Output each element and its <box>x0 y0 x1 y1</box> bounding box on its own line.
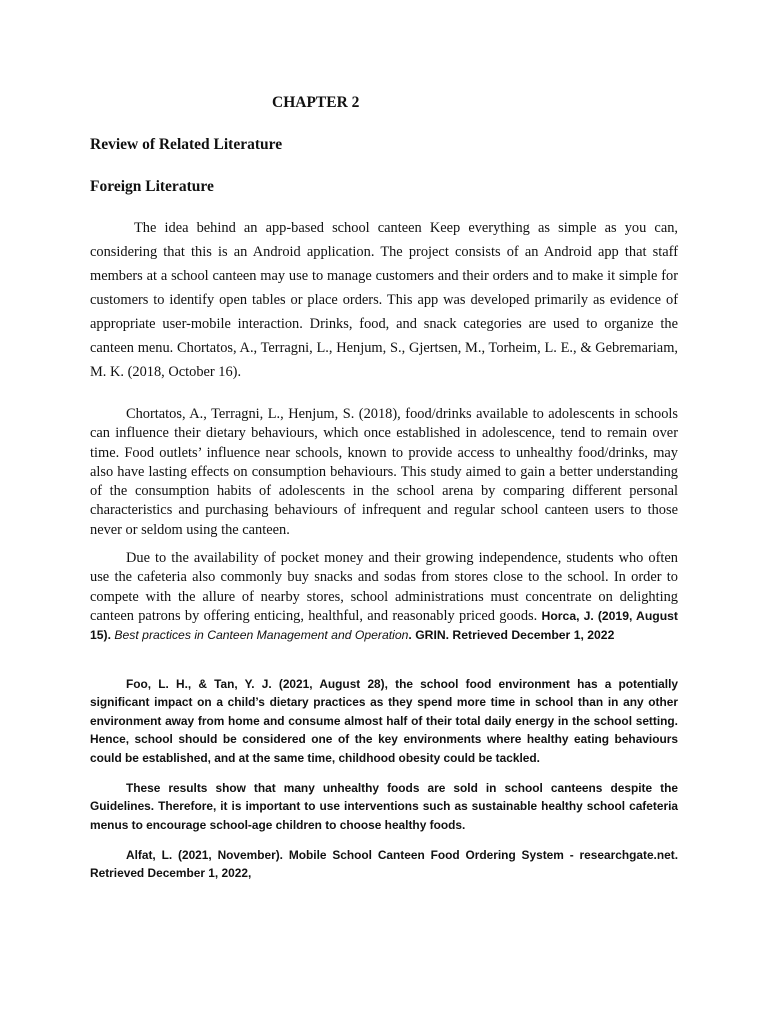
paragraph-app-based-canteen: The idea behind an app-based school canteen Keep everything as simple as you can, considering that this is an Android application. The project consists of an Android app that staff members at a school canteen may use to manage customers and their orders and to make it simple for customers to identify open tables or place orders. This app was developed primarily as evidence of appropriate user-mobile interaction. Drinks, food, and snack categories are used to organize the canteen menu. Chortatos, A., Terragni, L., Henjum, S., Gjertsen, M., Torheim, L. E., & Gebremariam, M. K. (2018, October 16). <box>90 220 678 380</box>
paragraph-text: Due to the availability of pocket money and their growing independence, students who often use the cafeteria also commonly buy snacks and sodas from stores close to the school. In order to compete with the allure of nearby stores, school administrations must concentrate on delighting canteen patrons by offering enticing, healthful, and reasonably priced goods. <box>90 550 678 624</box>
paragraph-foo-tan: Foo, L. H., & Tan, Y. J. (2021, August 28), the school food environment has a potentially significant impact on a child’s dietary practices as they spend more time in school than in any other environment away from home and consume almost half of their total daily energy in the school setting. Hence, school should be considered one of the key environments where healthy eating behaviours could be established, and at the same time, childhood obesity could be tackled. <box>90 677 678 765</box>
paragraph-alfat-citation: Alfat, L. (2021, November). Mobile School Canteen Food Ordering System - researchgate.net. Retrieved December 1, 2022, <box>90 848 678 881</box>
section-title: Review of Related Literature <box>90 136 283 153</box>
chapter-heading: CHAPTER 2 <box>272 94 360 111</box>
paragraph-pocket-money <box>90 549 678 645</box>
citation-tail: . GRIN. Retrieved December 1, 2022 <box>408 628 615 643</box>
citation-title: Best practices in Canteen Management and Operation <box>114 628 409 643</box>
citation-author: Horca, J. (2019, August 15). <box>90 608 678 643</box>
paragraph-unhealthy-foods: These results show that many unhealthy foods are sold in school canteens despite the Guidelines. Therefore, it is important to use interventions such as sustainable healthy school cafeteria menus to encourage school-age children to choose healthy foods. <box>90 781 678 832</box>
paragraph-chortatos: Chortatos, A., Terragni, L., Henjum, S. (2018), food/drinks available to adolescents in schools can influence their dietary behaviours, which once established in adolescence, tend to remain over time. Food outlets’ influence near schools, known to provide access to unhealthy food/drinks, may also have lasting effects on consumption behaviours. This study aimed to gain a better understanding of the consumption habits of adolescents in the school arena by comparing different personal characteristics and purchasing behaviours of infrequent and regular school canteen users to those never or seldom using the canteen. <box>90 406 678 538</box>
subsection-title: Foreign Literature <box>90 178 214 195</box>
